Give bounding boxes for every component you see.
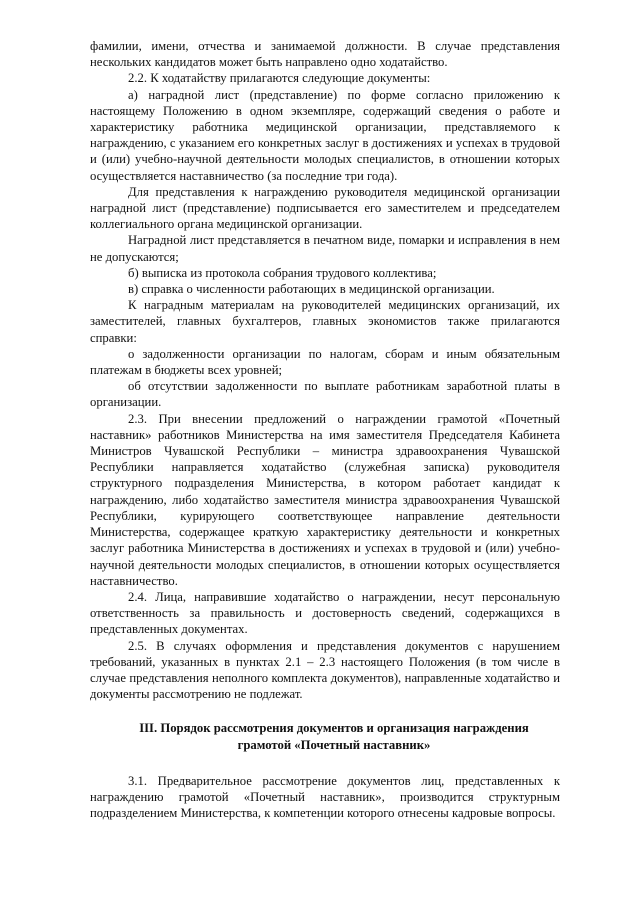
section-heading-line-1: III. Порядок рассмотрения документов и организация награждения — [139, 721, 529, 736]
section-heading — [90, 720, 560, 752]
paragraph: 2.4. Лица, направившие ходатайство о награждении, несут персональную ответственность за правильность и достоверность сведений, содержащихся в представленных документах. — [90, 589, 560, 637]
paragraph: о задолженности организации по налогам, сборам и иным обязательным платежам в бюджеты всех уровней; — [90, 346, 560, 378]
paragraph: 2.2. К ходатайству прилагаются следующие документы: — [128, 71, 431, 86]
paragraph: К наградным материалам на руководителей медицинских организаций, их заместителей, главных бухгалтеров, главных экономистов также прилагаются справки: — [90, 298, 560, 345]
paragraph: фамилии, имени, отчества и занимаемой должности. В случае представления нескольких кандидатов может быть направлено одно ходатайство. — [90, 39, 560, 70]
spacer — [90, 702, 560, 720]
paragraph: а) наградной лист (представление) по форме согласно приложению к настоящему Положению в одном экземпляре, содержащий сведения о работе и характеристику работника медицинской организации, представляемого к награждению, с указанием его конкретных заслуг в достижениях и успехах в трудовой и (или) учебно-научной деятельности молодых специалистов, в отношении которых осуществляется наставничество (за последние три года). — [90, 87, 560, 183]
paragraph: 3.1. Предварительное рассмотрение документов лиц, представленных к награждению грамотой «Почетный наставник», производится структурным подразделением Министерства, к компетенции которого отнесены кадровые вопросы. — [90, 773, 560, 821]
paragraph: Наградной лист представляется в печатном виде, помарки и исправления в нем не допускаются; — [90, 233, 560, 264]
paragraph: Для представления к награждению руководителя медицинской организации наградной лист (представление) подписывается его заместителем и председателем коллегиального органа медицинской организации. — [90, 184, 560, 232]
section-heading-line-2: грамотой «Почетный наставник» — [237, 737, 431, 752]
paragraph: 2.3. При внесении предложений о награждении грамотой «Почетный наставник» работников Министерства на имя заместителя Председателя Кабинета Министров Чувашской Республики – министра здравоохранения Чувашской Республики направляется ходатайство (служебная записка) руководителя структурного подразделения Министерства, в котором работает кандидат к награждению, либо ходатайство заместителя министра здравоохранения Чувашской Республики, курирующего соответствующее направление деятельности Министерства, содержащее краткую характеристику деятельности и конкретных заслуг работника Министерства в достижениях и успехах в трудовой и (или) учебно-научной деятельности молодых специалистов, в отношении которых осуществляется наставничество. — [90, 411, 560, 588]
spacer — [90, 753, 560, 773]
paragraph: в) справка о численности работающих в медицинской организации. — [128, 282, 495, 297]
paragraph: об отсутствии задолженности по выплате работникам заработной платы в организации. — [90, 379, 560, 410]
paragraph: 2.5. В случаях оформления и представления документов с нарушением требований, указанных в пунктах 2.1 – 2.3 настоящего Положения (в том числе в случае представления неполного комплекта документов), направленные ходатайство и документы рассмотрению не подлежат. — [90, 638, 560, 702]
paragraph: б) выписка из протокола собрания трудового коллектива; — [128, 265, 437, 280]
document-page — [90, 38, 560, 821]
